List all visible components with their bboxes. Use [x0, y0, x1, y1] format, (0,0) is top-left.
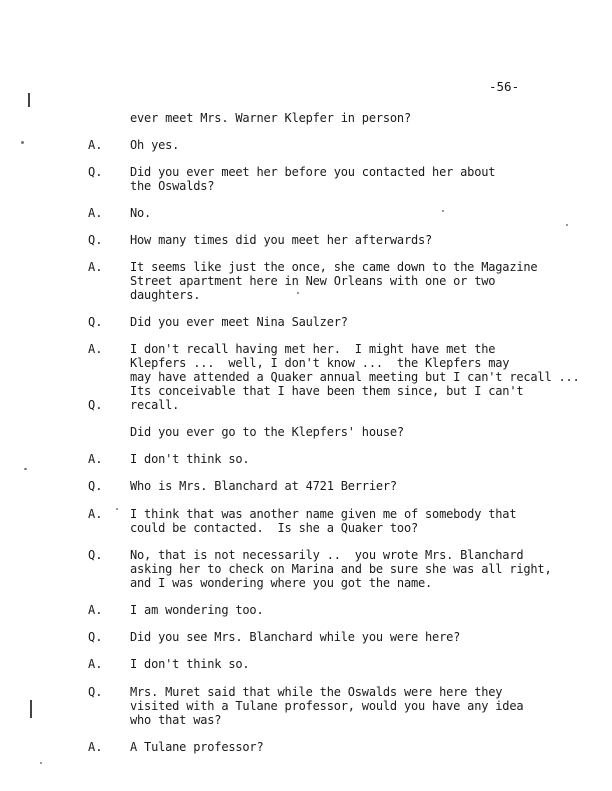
transcript-line: recall. — [130, 398, 180, 412]
transcript-line: Did you see Mrs. Blanchard while you were here? — [130, 630, 461, 644]
speaker-label: Q. — [88, 479, 103, 493]
transcript-line: ever meet Mrs. Warner Klepfer in person? — [130, 111, 411, 125]
scan-speck — [442, 210, 444, 212]
speaker-label: A. — [88, 657, 103, 671]
speaker-label: A. — [88, 342, 103, 356]
transcript-line: I am wondering too. — [130, 603, 264, 617]
scan-speck — [297, 292, 299, 294]
transcript-line: Klepfers ... well, I don't know ... the Klepfers may — [130, 356, 510, 370]
transcript-line: Did you ever go to the Klepfers' house? — [130, 425, 404, 439]
transcript-line: How many times did you meet her afterwards? — [130, 233, 433, 247]
speaker-label: Q. — [88, 685, 103, 699]
scan-mark — [28, 93, 30, 107]
speaker-label: Q. — [88, 548, 103, 562]
transcript-line: Did you ever meet Nina Saulzer? — [130, 315, 348, 329]
transcript-line: I don't think so. — [130, 657, 250, 671]
transcript-line: Who is Mrs. Blanchard at 4721 Berrier? — [130, 479, 397, 493]
speaker-label: Q. — [88, 630, 103, 644]
transcript-line: No, that is not necessarily .. you wrote Mrs. Blanchard — [130, 548, 524, 562]
scan-speck — [40, 762, 42, 764]
transcript-line: and I was wondering where you got the name. — [130, 576, 433, 590]
transcript-line: visited with a Tulane professor, would you have any idea — [130, 699, 524, 713]
transcript-line: Street apartment here in New Orleans with one or two — [130, 274, 496, 288]
speaker-label: A. — [88, 138, 103, 152]
transcript-line: asking her to check on Marina and be sure she was all right, — [130, 562, 552, 576]
transcript-line: could be contacted. Is she a Quaker too? — [130, 521, 419, 535]
scan-speck — [566, 224, 568, 226]
scan-speck — [21, 141, 24, 144]
transcript-line: I think that was another name given me of somebody that — [130, 507, 517, 521]
transcript-line: may have attended a Quaker annual meeting but I can't recall ... — [130, 370, 580, 384]
speaker-label: Q. — [88, 165, 103, 179]
speaker-label: A. — [88, 603, 103, 617]
transcript-line: Did you ever meet her before you contacted her about — [130, 165, 496, 179]
speaker-label: A. — [88, 206, 103, 220]
transcript-line: who that was? — [130, 713, 222, 727]
transcript-line: No. — [130, 206, 152, 220]
speaker-label: A. — [88, 740, 103, 754]
speaker-label: Q. — [88, 398, 103, 412]
transcript-line: Its conceivable that I have been them since, but I can't — [130, 384, 524, 398]
scan-mark — [30, 700, 32, 718]
speaker-label: A. — [88, 452, 103, 466]
transcript-line: I don't recall having met her. I might have met the — [130, 342, 496, 356]
transcript-line: daughters. — [130, 288, 201, 302]
scan-speck — [24, 468, 27, 470]
speaker-label: A. — [88, 260, 103, 274]
transcript-line: I don't think so. — [130, 452, 250, 466]
page-number: -56- — [489, 79, 520, 94]
speaker-label: Q. — [88, 315, 103, 329]
scan-speck — [116, 508, 118, 510]
transcript-line: Oh yes. — [130, 138, 180, 152]
transcript-line: Mrs. Muret said that while the Oswalds were here they — [130, 685, 503, 699]
speaker-label: A. — [88, 507, 103, 521]
transcript-line: the Oswalds? — [130, 179, 215, 193]
speaker-label: Q. — [88, 233, 103, 247]
transcript-line: It seems like just the once, she came down to the Magazine — [130, 260, 538, 274]
transcript-line: A Tulane professor? — [130, 740, 264, 754]
